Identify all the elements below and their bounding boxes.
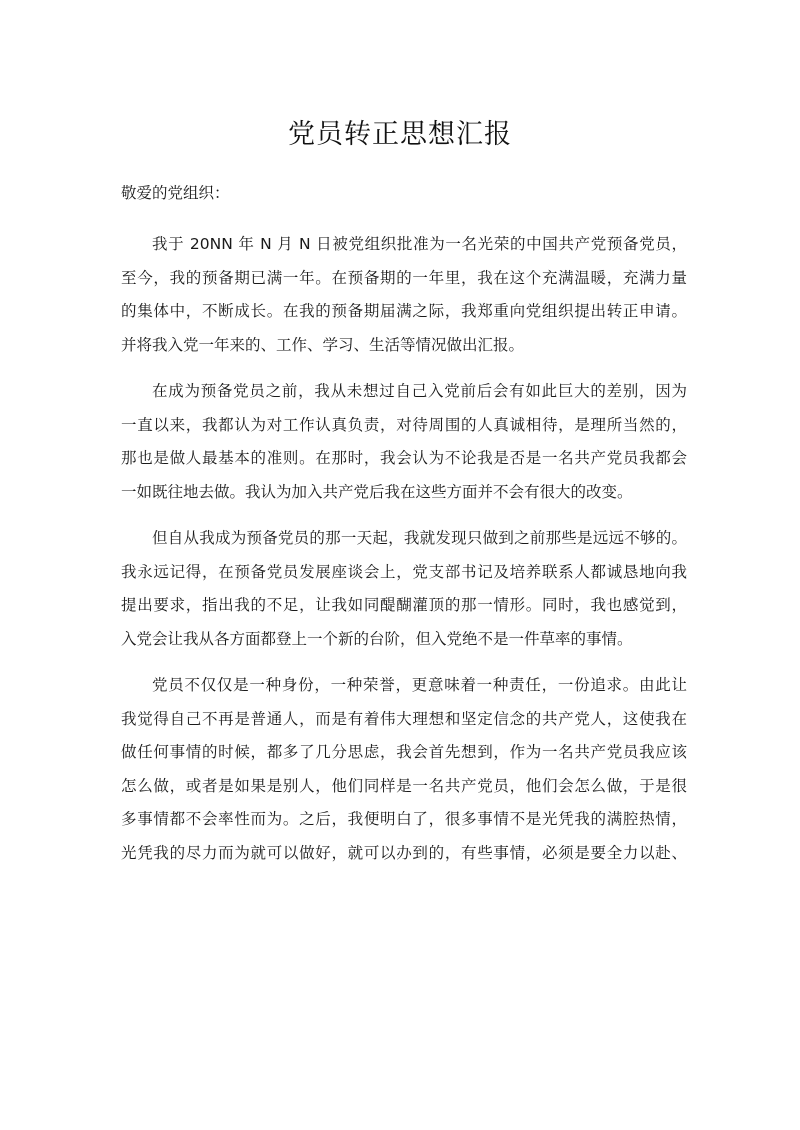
text-line: 一直以来，我都认为对工作认真负责，对待周围的人真诚相待，是理所当然的，: [121, 415, 687, 434]
text-line: 入党会让我从各方面都登上一个新的台阶，但入党绝不是一件草率的事情。: [121, 629, 633, 648]
text-line: 党员不仅仅是一种身份，一种荣誉，更意味着一种责任，一份追求。由此让: [152, 676, 687, 694]
text-line: 并将我入党一年来的、工作、学习、生活等情况做出汇报。: [121, 335, 525, 354]
text-line: 的集体中，不断成长。在我的预备期届满之际，我郑重向党组织提出转正申请。: [121, 302, 687, 320]
text-line: 做任何事情的时候，都多了几分思虑，我会首先想到，作为一名共产党员我应该: [121, 743, 687, 761]
document-body: [121, 228, 687, 883]
paragraph: [121, 522, 687, 656]
text-line: 怎么做，或者是如果是别人，他们同样是一名共产党员，他们会怎么做，于是很: [121, 776, 687, 795]
document-title: 党员转正思想汇报: [288, 119, 512, 150]
text-line: 光凭我的尽力而为就可以做好，就可以办到的，有些事情，必须是要全力以赴、: [121, 843, 687, 862]
text-line: 我于 20NN 年 N 月 N 日被党组织批准为一名光荣的中国共产党预备党员，: [152, 235, 687, 253]
text-line: 多事情都不会率性而为。之后，我便明白了，很多事情不是光凭我的满腔热情，: [121, 810, 687, 828]
text-line: 我永远记得，在预备党员发展座谈会上，党支部书记及培养联系人都诚恳地向我: [121, 562, 687, 581]
text-line: 至今，我的预备期已满一年。在预备期的一年里，我在这个充满温暖，充满力量: [121, 268, 687, 287]
paragraph: [121, 228, 687, 362]
salutation: 敬爱的党组织：: [121, 184, 230, 202]
text-line: 但自从我成为预备党员的那一天起，我就发现只做到之前那些是远远不够的。: [152, 529, 687, 547]
text-line: 提出要求，指出我的不足，让我如同醍醐灌顶的那一情形。同时，我也感觉到，: [121, 596, 687, 614]
text-line: 我觉得自己不再是普通人，而是有着伟大理想和坚定信念的共产党人，这使我在: [121, 709, 687, 728]
text-line: 一如既往地去做。我认为加入共产党后我在这些方面并不会有很大的改变。: [121, 482, 633, 501]
paragraph: [121, 669, 687, 870]
paragraph: [121, 375, 687, 509]
text-line: 那也是做人最基本的准则。在那时，我会认为不论我是否是一名共产党员我都会: [121, 449, 687, 467]
text-line: 在成为预备党员之前，我从未想过自己入党前后会有如此巨大的差别，因为: [152, 382, 687, 400]
